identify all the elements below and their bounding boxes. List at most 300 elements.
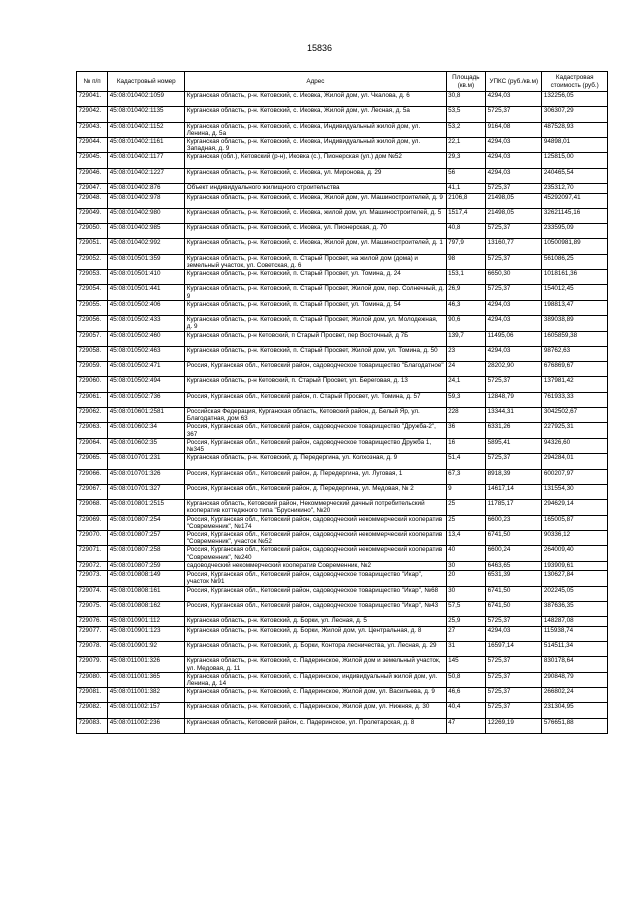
address-cell: Курганская область, Кетовский район, Некоммерческий дачный потребительский кооператив коттеджного типа "Брусникино", №20 (185, 500, 446, 515)
row-number: 729043. (77, 122, 108, 137)
cadastral-number-cell: 45:08:010502:471 (108, 362, 185, 377)
table-row (77, 208, 608, 223)
upks-cell: 28202,90 (486, 362, 542, 377)
cadastral-number-cell: 45:08:010501:441 (108, 285, 185, 300)
area-cell: 90,6 (446, 316, 486, 331)
table-row (77, 107, 608, 122)
table-row (77, 642, 608, 657)
cadastral-number-cell: 45:08:010602:34 (108, 423, 185, 438)
table-row (77, 423, 608, 438)
cadastral-number-cell: 45:08:010402:1059 (108, 92, 185, 107)
table-row (77, 484, 608, 499)
area-cell: 25 (446, 515, 486, 530)
cadastral-number-cell: 45:08:010502:736 (108, 392, 185, 407)
upks-cell: 6600,23 (486, 515, 542, 530)
cadastral-number-cell: 45:08:010402:992 (108, 239, 185, 254)
upks-cell: 12848,79 (486, 392, 542, 407)
upks-cell: 6600,24 (486, 546, 542, 561)
cadastral-number-cell: 45:08:010402:1177 (108, 153, 185, 168)
row-number: 729066. (77, 469, 108, 484)
header-address: Адрес (185, 72, 446, 92)
address-cell: Россия, Курганская обл., Кетовский район, п. Старый Просвет, ул. Томина, д. 57 (185, 392, 446, 407)
upks-cell: 5725,37 (486, 657, 542, 672)
table-row (77, 316, 608, 331)
row-number: 729053. (77, 270, 108, 285)
area-cell: 40,8 (446, 224, 486, 239)
upks-cell: 11785,17 (486, 500, 542, 515)
upks-cell: 5725,37 (486, 224, 542, 239)
table-row (77, 626, 608, 641)
table-row (77, 586, 608, 601)
cadastral-number-cell: 45:08:010402:876 (108, 184, 185, 194)
upks-cell: 14617,14 (486, 484, 542, 499)
cadastral-number-cell: 45:08:010901:112 (108, 617, 185, 627)
cadastral-number-cell: 45:08:010901:123 (108, 626, 185, 641)
address-cell: Курганская область, р-н. Кетовский, п. Старый Просвет, Жилой дом, ул. Молодежная, д. 9 (185, 316, 446, 331)
upks-cell: 6741,50 (486, 586, 542, 601)
cadastral-number-cell: 45:08:010701:326 (108, 469, 185, 484)
table-row (77, 438, 608, 453)
upks-cell: 6331,26 (486, 423, 542, 438)
cadastral-number-cell: 45:08:010402:1135 (108, 107, 185, 122)
table-row (77, 138, 608, 153)
table-row (77, 346, 608, 361)
upks-cell: 16597,14 (486, 642, 542, 657)
upks-cell: 5725,37 (486, 285, 542, 300)
table-row (77, 193, 608, 208)
table-row (77, 300, 608, 315)
area-cell: 9 (446, 484, 486, 499)
cadastral-cost-cell: 387636,35 (542, 601, 608, 616)
upks-cell: 4294,03 (486, 168, 542, 183)
row-number: 729081. (77, 688, 108, 703)
area-cell: 153,1 (446, 270, 486, 285)
address-cell: Россия, Курганская обл., Кетовский район, садоводческое товарищество "Икар", №68 (185, 586, 446, 601)
cadastral-cost-cell: 576651,88 (542, 718, 608, 733)
cadastral-cost-cell: 131554,30 (542, 484, 608, 499)
upks-cell: 6463,65 (486, 561, 542, 571)
cadastral-cost-cell: 1605859,38 (542, 331, 608, 346)
area-cell: 46,6 (446, 688, 486, 703)
row-number: 729041. (77, 92, 108, 107)
area-cell: 26,9 (446, 285, 486, 300)
area-cell: 16 (446, 438, 486, 453)
area-cell: 56 (446, 168, 486, 183)
cadastral-number-cell: 45:08:010807:258 (108, 546, 185, 561)
cadastral-cost-cell: 294629,14 (542, 500, 608, 515)
table-row (77, 469, 608, 484)
row-number: 729061. (77, 392, 108, 407)
upks-cell: 4294,03 (486, 346, 542, 361)
row-number: 729082. (77, 703, 108, 718)
cadastral-cost-cell: 830178,64 (542, 657, 608, 672)
area-cell: 797,9 (446, 239, 486, 254)
address-cell: Курганская область, р-н. Кетовский, д. Борки, Контора лесничества, ул. Лесная, д. 29 (185, 642, 446, 657)
table-row (77, 703, 608, 718)
address-cell: Курганская область, р-н. Кетовский, с. Иковка, Жилой дом, ул. Машиностроителей, д. 1 (185, 239, 446, 254)
row-number: 729054. (77, 285, 108, 300)
table-row (77, 571, 608, 586)
area-cell: 2106,8 (446, 193, 486, 208)
row-number: 729064. (77, 438, 108, 453)
cadastral-cost-cell: 306307,29 (542, 107, 608, 122)
address-cell: Объект индивидуального жилищного строительства (185, 184, 446, 194)
table-row (77, 407, 608, 422)
address-cell: Курганская область, р-н. Кетовский, с. Падеринское, Жилой дом, ул. Нижняя, д. 30 (185, 703, 446, 718)
address-cell: Россия, Курганская обл., Кетовский район, садоводческое товарищество "Икар", №43 (185, 601, 446, 616)
cadastral-number-cell: 45:08:010701:231 (108, 454, 185, 469)
address-cell: Курганская область, р-н Кетовский, п Старый Просвет, пер Восточный, д 7Б (185, 331, 446, 346)
cadastral-cost-cell: 32621145,16 (542, 208, 608, 223)
cadastral-number-cell: 45:08:010501:359 (108, 254, 185, 269)
address-cell: Курганская область, р-н. Кетовский, с. Иковка, Жилой дом, ул. Лесная, д. 5а (185, 107, 446, 122)
upks-cell: 5725,37 (486, 184, 542, 194)
address-cell: Курганская область, р-н. Кетовский, с. Иковка, ул. Миронова, д. 29 (185, 168, 446, 183)
header-area: Площадь (кв.м) (446, 72, 486, 92)
area-cell: 40 (446, 546, 486, 561)
row-number: 729063. (77, 423, 108, 438)
cadastral-cost-cell: 198813,47 (542, 300, 608, 315)
area-cell: 30 (446, 586, 486, 601)
address-cell: Курганская область, р-н Кетовский, п. Старый Просвет, ул. Береговая, д. 13 (185, 377, 446, 392)
cadastral-number-cell: 45:08:010502:406 (108, 300, 185, 315)
upks-cell: 9164,08 (486, 122, 542, 137)
address-cell: Курганская область, р-н. Кетовский, с. Иковка, ул. Пионерская, д. 70 (185, 224, 446, 239)
cadastral-cost-cell: 165005,87 (542, 515, 608, 530)
table-row (77, 454, 608, 469)
address-cell: Российская Федерация, Курганская область, Кетовский район, д. Белый Яр, ул. Благодатная, дом 63 (185, 407, 446, 422)
cadastral-cost-cell: 294284,01 (542, 454, 608, 469)
row-number: 729073. (77, 571, 108, 586)
cadastral-number-cell: 45:08:010402:980 (108, 208, 185, 223)
area-cell: 98 (446, 254, 486, 269)
cadastral-cost-cell: 676869,67 (542, 362, 608, 377)
table-row (77, 392, 608, 407)
cadastral-cost-cell: 45292097,41 (542, 193, 608, 208)
cadastral-cost-cell: 227925,31 (542, 423, 608, 438)
row-number: 729070. (77, 530, 108, 545)
table-row (77, 92, 608, 107)
upks-cell: 11495,06 (486, 331, 542, 346)
row-number: 729056. (77, 316, 108, 331)
cadastral-number-cell: 45:08:011001:326 (108, 657, 185, 672)
header-cadastral-cost: Кадастровая стоимость (руб.) (542, 72, 608, 92)
table-row (77, 500, 608, 515)
cadastral-number-cell: 45:08:010807:259 (108, 561, 185, 571)
table-row (77, 331, 608, 346)
row-number: 729044. (77, 138, 108, 153)
cadastral-cost-cell: 130627,84 (542, 571, 608, 586)
address-cell: Россия, Курганская обл., Кетовский район, д. Передергина, ул. Луговая, 1 (185, 469, 446, 484)
address-cell: садоводческий некоммерческий кооператив Современник, №2 (185, 561, 446, 571)
upks-cell: 8918,39 (486, 469, 542, 484)
address-cell: Курганская область, Кетовский район, с. Падеринское, ул. Пролетарская, д. 8 (185, 718, 446, 733)
upks-cell: 5895,41 (486, 438, 542, 453)
address-cell: Курганская область, р-н. Кетовский, с. Иковка, Индивидуальный жилой дом, ул. Ленина, д. 5а (185, 122, 446, 137)
upks-cell: 4294,03 (486, 300, 542, 315)
area-cell: 1517,4 (446, 208, 486, 223)
upks-cell: 4294,03 (486, 92, 542, 107)
area-cell: 36 (446, 423, 486, 438)
upks-cell: 4294,03 (486, 138, 542, 153)
header-cadastral-number: Кадастровый номер (108, 72, 185, 92)
area-cell: 59,3 (446, 392, 486, 407)
table-row (77, 617, 608, 627)
area-cell: 25 (446, 500, 486, 515)
cadastral-cost-cell: 235312,70 (542, 184, 608, 194)
area-cell: 50,8 (446, 672, 486, 687)
cadastral-number-cell: 45:08:010808:149 (108, 571, 185, 586)
cadastral-number-cell: 45:08:010602:35 (108, 438, 185, 453)
cadastral-cost-cell: 240465,54 (542, 168, 608, 183)
table-row (77, 515, 608, 530)
cadastral-cost-cell: 148287,08 (542, 617, 608, 627)
upks-cell: 13344,31 (486, 407, 542, 422)
table-row (77, 601, 608, 616)
cadastral-cost-cell: 389038,89 (542, 316, 608, 331)
upks-cell: 6531,39 (486, 571, 542, 586)
row-number: 729060. (77, 377, 108, 392)
address-cell: Курганская область, р-н. Кетовский, с. Падеринское, Жилой дом, ул. Васильева, д. 9 (185, 688, 446, 703)
area-cell: 145 (446, 657, 486, 672)
address-cell: Курганская область, р-н. Кетовский, д. Передергина, ул. Колхозная, д. 9 (185, 454, 446, 469)
area-cell: 24 (446, 362, 486, 377)
cadastral-cost-cell: 1018161,36 (542, 270, 608, 285)
area-cell: 30,8 (446, 92, 486, 107)
cadastral-number-cell: 45:08:010801:2515 (108, 500, 185, 515)
row-number: 729069. (77, 515, 108, 530)
upks-cell: 12269,19 (486, 718, 542, 733)
address-cell: Курганская область, р-н. Кетовский, п. Старый Просвет, на жилой дом (дома) и земельный участок, ул. Советская, д. 6 (185, 254, 446, 269)
upks-cell: 21498,05 (486, 208, 542, 223)
row-number: 729046. (77, 168, 108, 183)
row-number: 729068. (77, 500, 108, 515)
cadastral-cost-cell: 115938,74 (542, 626, 608, 641)
row-number: 729049. (77, 208, 108, 223)
row-number: 729076. (77, 617, 108, 627)
cadastral-value-table (76, 71, 608, 734)
cadastral-number-cell: 45:08:010402:985 (108, 224, 185, 239)
cadastral-number-cell: 45:08:010901:92 (108, 642, 185, 657)
cadastral-cost-cell: 233595,09 (542, 224, 608, 239)
row-number: 729047. (77, 184, 108, 194)
cadastral-number-cell: 45:08:010502:433 (108, 316, 185, 331)
row-number: 729062. (77, 407, 108, 422)
table-row (77, 122, 608, 137)
page-number: 15836 (306, 43, 333, 53)
upks-cell: 6741,50 (486, 530, 542, 545)
table-row (77, 168, 608, 183)
area-cell: 139,7 (446, 331, 486, 346)
row-number: 729050. (77, 224, 108, 239)
row-number: 729045. (77, 153, 108, 168)
cadastral-number-cell: 45:08:011002:157 (108, 703, 185, 718)
table-row (77, 672, 608, 687)
cadastral-cost-cell: 561086,25 (542, 254, 608, 269)
upks-cell: 6650,30 (486, 270, 542, 285)
upks-cell: 4294,03 (486, 626, 542, 641)
table-row (77, 184, 608, 194)
cadastral-cost-cell: 94898,01 (542, 138, 608, 153)
row-number: 729048. (77, 193, 108, 208)
row-number: 729079. (77, 657, 108, 672)
address-cell: Курганская (обл.), Кетовский (р-н), Иковка (с.), Пионерская (ул.) дом №52 (185, 153, 446, 168)
address-cell: Курганская область, р-н. Кетовский, с. Иковка, Индивидуальный жилой дом, ул. Западная, д. 9 (185, 138, 446, 153)
table-row (77, 153, 608, 168)
cadastral-number-cell: 45:08:010701:327 (108, 484, 185, 499)
cadastral-cost-cell: 94326,60 (542, 438, 608, 453)
cadastral-number-cell: 45:08:010501:410 (108, 270, 185, 285)
row-number: 729074. (77, 586, 108, 601)
row-number: 729080. (77, 672, 108, 687)
upks-cell: 5725,37 (486, 703, 542, 718)
cadastral-number-cell: 45:08:010808:161 (108, 586, 185, 601)
upks-cell: 21498,05 (486, 193, 542, 208)
cadastral-cost-cell: 264009,40 (542, 546, 608, 561)
table-row (77, 239, 608, 254)
address-cell: Россия, Курганская обл., Кетовский район, садоводческий некоммерческий кооператив "Современник", №174 (185, 515, 446, 530)
area-cell: 46,3 (446, 300, 486, 315)
upks-cell: 4294,03 (486, 316, 542, 331)
table-row (77, 270, 608, 285)
area-cell: 57,5 (446, 601, 486, 616)
area-cell: 41,1 (446, 184, 486, 194)
address-cell: Курганская область, р-н. Кетовский, с. Иковка, Жилой дом, ул. Чкалова, д. 6 (185, 92, 446, 107)
upks-cell: 5725,37 (486, 688, 542, 703)
cadastral-cost-cell: 193909,61 (542, 561, 608, 571)
cadastral-cost-cell: 514511,34 (542, 642, 608, 657)
table-row (77, 718, 608, 733)
row-number: 729072. (77, 561, 108, 571)
cadastral-cost-cell: 231304,95 (542, 703, 608, 718)
row-number: 729051. (77, 239, 108, 254)
table-row (77, 657, 608, 672)
area-cell: 20 (446, 571, 486, 586)
cadastral-number-cell: 45:08:011001:365 (108, 672, 185, 687)
area-cell: 22,1 (446, 138, 486, 153)
address-cell: Россия, Курганская обл., Кетовский район, садоводческое товарищество Дружба 1, №345 (185, 438, 446, 453)
area-cell: 53,2 (446, 122, 486, 137)
address-cell: Россия, Курганская обл., Кетовский район, д. Передергина, ул. Медовая, № 2 (185, 484, 446, 499)
cadastral-cost-cell: 487528,93 (542, 122, 608, 137)
cadastral-cost-cell: 266802,24 (542, 688, 608, 703)
row-number: 729067. (77, 484, 108, 499)
upks-cell: 13160,77 (486, 239, 542, 254)
cadastral-cost-cell: 137981,42 (542, 377, 608, 392)
cadastral-cost-cell: 154012,45 (542, 285, 608, 300)
cadastral-number-cell: 45:08:010402:1161 (108, 138, 185, 153)
address-cell: Курганская область, р-н. Кетовский, п. Старый Просвет, Жилой дом, пер. Солнечный, д. 9 (185, 285, 446, 300)
area-cell: 228 (446, 407, 486, 422)
header-number: № п/п (77, 72, 108, 92)
area-cell: 40,4 (446, 703, 486, 718)
cadastral-number-cell: 45:08:010502:463 (108, 346, 185, 361)
area-cell: 24,1 (446, 377, 486, 392)
cadastral-cost-cell: 132256,05 (542, 92, 608, 107)
address-cell: Курганская область, р-н. Кетовский, п. Старый Просвет, Жилой дом, ул. Томина, д. 50 (185, 346, 446, 361)
cadastral-number-cell: 45:08:010402:1152 (108, 122, 185, 137)
area-cell: 13,4 (446, 530, 486, 545)
row-number: 729083. (77, 718, 108, 733)
address-cell: Курганская область, р-н. Кетовский, с. Падеринское, Жилой дом и земельный участок, ул. Медовая, д. 11 (185, 657, 446, 672)
cadastral-cost-cell: 600207,97 (542, 469, 608, 484)
cadastral-cost-cell: 98762,63 (542, 346, 608, 361)
upks-cell: 6741,50 (486, 601, 542, 616)
cadastral-number-cell: 45:08:010601:2581 (108, 407, 185, 422)
table-row (77, 561, 608, 571)
table-row (77, 377, 608, 392)
address-cell: Россия, Курганская обл., Кетовский район, садоводческое товарищество "Икар", участок №91 (185, 571, 446, 586)
cadastral-number-cell: 45:08:011002:236 (108, 718, 185, 733)
table-row (77, 688, 608, 703)
address-cell: Россия, Курганская обл., Кетовский район, садоводческий некоммерческий кооператив "Современник", №240 (185, 546, 446, 561)
address-cell: Курганская область, р-н. Кетовский, д. Борки, Жилой дом, ул. Центральная, д. 8 (185, 626, 446, 641)
header-upks: УПКС (руб./кв.м) (486, 72, 542, 92)
area-cell: 31 (446, 642, 486, 657)
upks-cell: 5725,37 (486, 254, 542, 269)
address-cell: Россия, Курганская обл., Кетовский район, садоводческое товарищество "Благодатное" (185, 362, 446, 377)
address-cell: Курганская область, р-н. Кетовский, с. Иковка, жилой дом, ул. Машиностроителей, д. 5 (185, 208, 446, 223)
upks-cell: 5725,37 (486, 377, 542, 392)
address-cell: Россия, Курганская обл., Кетовский район, садоводческое товарищество "Дружба-2", 367 (185, 423, 446, 438)
row-number: 729078. (77, 642, 108, 657)
cadastral-number-cell: 45:08:011001:382 (108, 688, 185, 703)
area-cell: 29,3 (446, 153, 486, 168)
address-cell: Курганская область, р-н. Кетовский, с. Падеринское, индивидуальный жилой дом, ул. Ленина, д. 14 (185, 672, 446, 687)
cadastral-cost-cell: 761933,33 (542, 392, 608, 407)
table-row (77, 530, 608, 545)
table-row (77, 224, 608, 239)
area-cell: 51,4 (446, 454, 486, 469)
row-number: 729055. (77, 300, 108, 315)
row-number: 729077. (77, 626, 108, 641)
upks-cell: 5725,37 (486, 672, 542, 687)
table-row (77, 254, 608, 269)
row-number: 729052. (77, 254, 108, 269)
row-number: 729058. (77, 346, 108, 361)
row-number: 729075. (77, 601, 108, 616)
area-cell: 67,3 (446, 469, 486, 484)
cadastral-cost-cell: 125815,00 (542, 153, 608, 168)
area-cell: 47 (446, 718, 486, 733)
row-number: 729057. (77, 331, 108, 346)
upks-cell: 5725,37 (486, 454, 542, 469)
upks-cell: 5725,37 (486, 107, 542, 122)
address-cell: Курганская область, р-н. Кетовский, с. Иковка, Жилой дом, ул. Машиностроителей, д. 9 (185, 193, 446, 208)
cadastral-number-cell: 45:08:010808:162 (108, 601, 185, 616)
cadastral-number-cell: 45:08:010502:460 (108, 331, 185, 346)
row-number: 729059. (77, 362, 108, 377)
upks-cell: 5725,37 (486, 617, 542, 627)
table-row (77, 362, 608, 377)
cadastral-cost-cell: 3042502,67 (542, 407, 608, 422)
area-cell: 23 (446, 346, 486, 361)
address-cell: Курганская область, р-н. Кетовский, п. Старый Просвет, ул. Томина, д. 24 (185, 270, 446, 285)
cadastral-cost-cell: 202245,05 (542, 586, 608, 601)
cadastral-number-cell: 45:08:010807:254 (108, 515, 185, 530)
address-cell: Россия, Курганская обл., Кетовский район, садоводческий некоммерческий кооператив "Современник", участок №52 (185, 530, 446, 545)
upks-cell: 4294,03 (486, 153, 542, 168)
area-cell: 25,9 (446, 617, 486, 627)
address-cell: Курганская область, р-н. Кетовский, д. Борки, ул. Лесная, д. 5 (185, 617, 446, 627)
area-cell: 27 (446, 626, 486, 641)
table-row (77, 285, 608, 300)
row-number: 729071. (77, 546, 108, 561)
row-number: 729065. (77, 454, 108, 469)
cadastral-number-cell: 45:08:010807:257 (108, 530, 185, 545)
cadastral-number-cell: 45:08:010502:494 (108, 377, 185, 392)
table-row (77, 546, 608, 561)
